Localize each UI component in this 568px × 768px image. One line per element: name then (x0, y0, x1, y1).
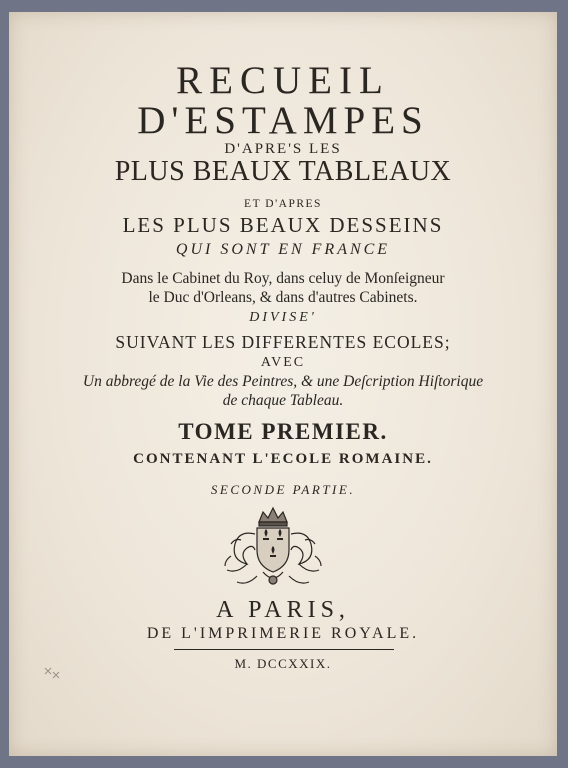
royal-crest-icon (217, 504, 329, 590)
divider-rule (174, 649, 394, 650)
publication-year: M. DCCXXIX. (234, 656, 332, 671)
subtitle-avec: AVEC (260, 355, 306, 370)
subtitle-abbrege-line2: de chaque Tableau. (222, 392, 344, 409)
title-en-france: QUI SONT EN FRANCE (175, 241, 391, 258)
title-estampes: D'ESTAMPES (137, 99, 429, 142)
title-et-d-apres: ET D'APRES (244, 198, 322, 210)
ink-smudge-icon (43, 666, 63, 682)
subtitle-cabinet-line2: le Duc d'Orleans, & dans d'autres Cabinets. (148, 289, 418, 306)
subtitle-ecoles: SUIVANT LES DIFFERENTES ECOLES; (115, 332, 451, 352)
subtitle-divise: DIVISE' (249, 310, 317, 325)
title-page (9, 12, 557, 756)
subtitle-cabinet-line1: Dans le Cabinet du Roy, dans celuy de Monſeigneur (121, 270, 445, 287)
imprint-city: A PARIS, (216, 597, 350, 623)
title-d-apres: D'APRE'S LES (224, 141, 342, 157)
title-recueil: RECUEIL (176, 59, 390, 102)
title-desseins: LES PLUS BEAUX DESSEINS (122, 213, 444, 237)
volume-contents: CONTENANT L'ECOLE ROMAINE. (133, 451, 433, 467)
imprint-printer: DE L'IMPRIMERIE ROYALE. (146, 625, 420, 642)
subtitle-abbrege-line1: Un abbregé de la Vie des Peintres, & une Deſcription Hiſtorique (82, 373, 484, 390)
volume-title: TOME PREMIER. (178, 419, 388, 444)
volume-part: SECONDE PARTIE. (210, 482, 356, 497)
title-plus-beaux-tableaux: PLUS BEAUX TABLEAUX (114, 156, 452, 187)
